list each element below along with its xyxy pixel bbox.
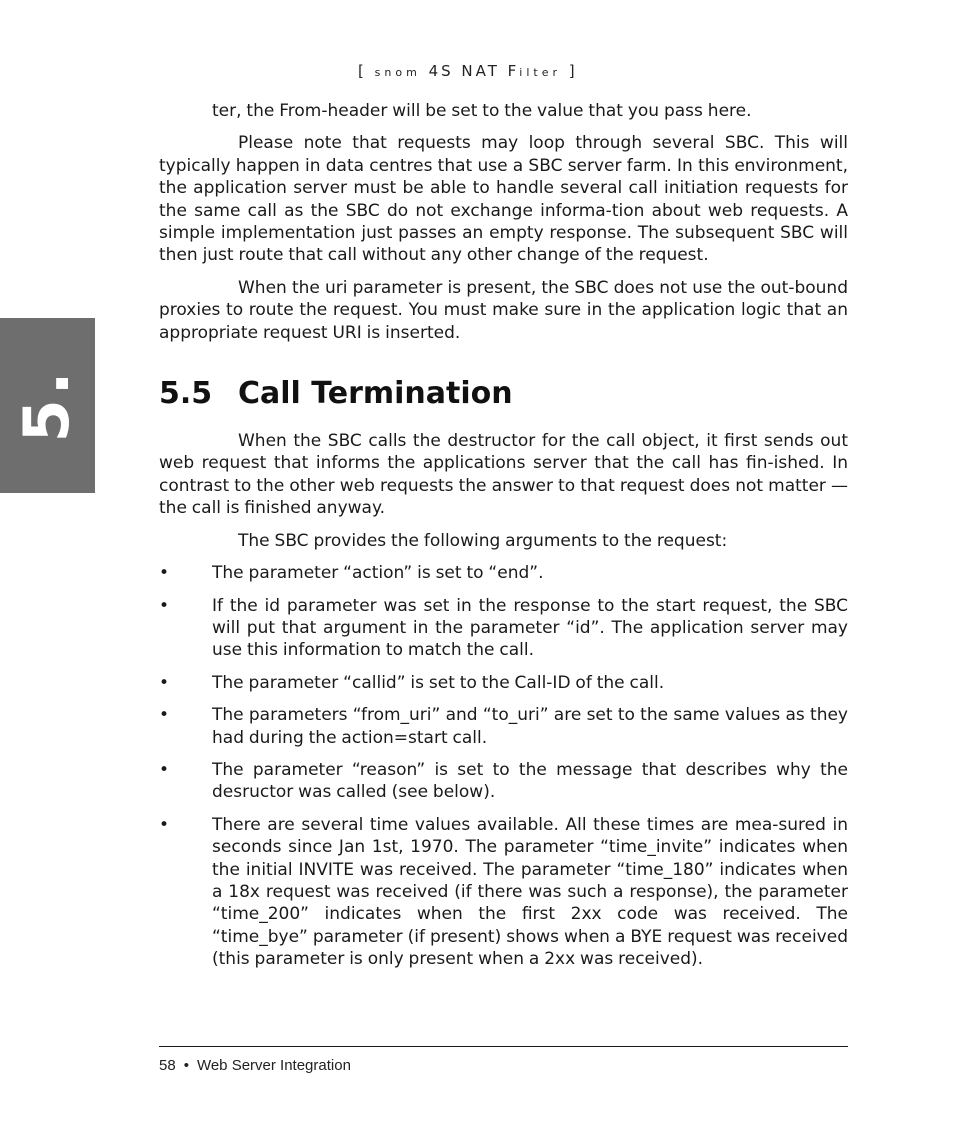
list-item	[159, 672, 848, 694]
bullet-icon: •	[159, 705, 170, 726]
list-item-text: The parameter “reason” is set to the message that describes why the desructor was called (see below).	[212, 759, 848, 803]
section-paragraph-destructor: When the SBC calls the destructor for the call object, it first sends out web request that informs the applications server that the call has fin-ished. In contrast to the other web requests the answer to that request does not matter — the call is finished anyway.	[159, 431, 848, 519]
footer-chapter-title: Web Server Integration	[196, 1057, 351, 1074]
page-number: 58	[159, 1057, 176, 1074]
list-item	[159, 595, 848, 662]
list-item-text: If the id parameter was set in the response to the start request, the SBC will put that argument in the parameter “id”. The application server may use this information to match the call.	[212, 595, 848, 661]
argument-list	[159, 562, 848, 971]
bullet-icon: •	[159, 759, 170, 780]
section-number: 5.5	[159, 376, 213, 412]
running-header	[358, 62, 578, 80]
chapter-tab	[0, 318, 95, 493]
list-item-text: The parameters “from_uri” and “to_uri” are set to the same values as they had during the action=start call.	[212, 705, 848, 748]
section-heading	[159, 376, 848, 412]
page-footer	[159, 1057, 351, 1074]
page-body	[159, 100, 848, 981]
bullet-icon: •	[159, 672, 170, 693]
header-bracket-close: ]	[568, 62, 578, 80]
list-item	[159, 759, 848, 804]
intro-paragraph-continued: ter, the From-header will be set to the value that you pass here.	[212, 101, 752, 121]
intro-paragraph-sbc-loop: Please note that requests may loop through several SBC. This will typically happen in data centres that use a SBC server farm. In this environment, the application server must be able to handle several call initiation requests for the same call as the SBC do not exchange informa-tion about web requests. A simple implementation just passes an empty response. The subsequent SBC will then just route that call without any other change of the request.	[159, 133, 848, 266]
list-item-text: The parameter “action” is set to “end”.	[212, 563, 544, 584]
chapter-tab-label: 5.	[10, 367, 83, 443]
footer-rule	[159, 1046, 848, 1047]
header-product: 4S NAT F	[428, 62, 520, 80]
footer-separator: •	[183, 1057, 189, 1074]
section-paragraph-arguments: The SBC provides the following arguments to the request:	[238, 530, 728, 551]
header-bracket-open: [	[358, 62, 367, 80]
intro-paragraph-uri: When the uri parameter is present, the SBC does not use the out-bound proxies to route the request. You must make sure in the application logic that an appropriate request URI is inserted.	[159, 277, 848, 343]
header-snom: snom	[374, 66, 421, 79]
bullet-icon: •	[159, 595, 170, 616]
header-filter: ilter	[519, 66, 562, 79]
list-item	[159, 562, 848, 584]
section-title: Call Termination	[238, 376, 513, 412]
list-item	[159, 814, 848, 971]
bullet-icon: •	[159, 814, 170, 835]
list-item-text: There are several time values available. All these times are mea-sured in seconds since Jan 1st, 1970. The parameter “time_invite” indicates when the initial INVITE was received. The parameter “time_180” indicates when a 18x request was received (if there was such a response), the parameter “time_200” indicates when the first 2xx code was received. The “time_bye” parameter (if present) shows when a BYE request was received (this parameter is only present when a 2xx was received).	[212, 814, 848, 970]
list-item-text: The parameter “callid” is set to the Call-ID of the call.	[212, 672, 665, 693]
bullet-icon: •	[159, 563, 170, 584]
list-item	[159, 704, 848, 749]
